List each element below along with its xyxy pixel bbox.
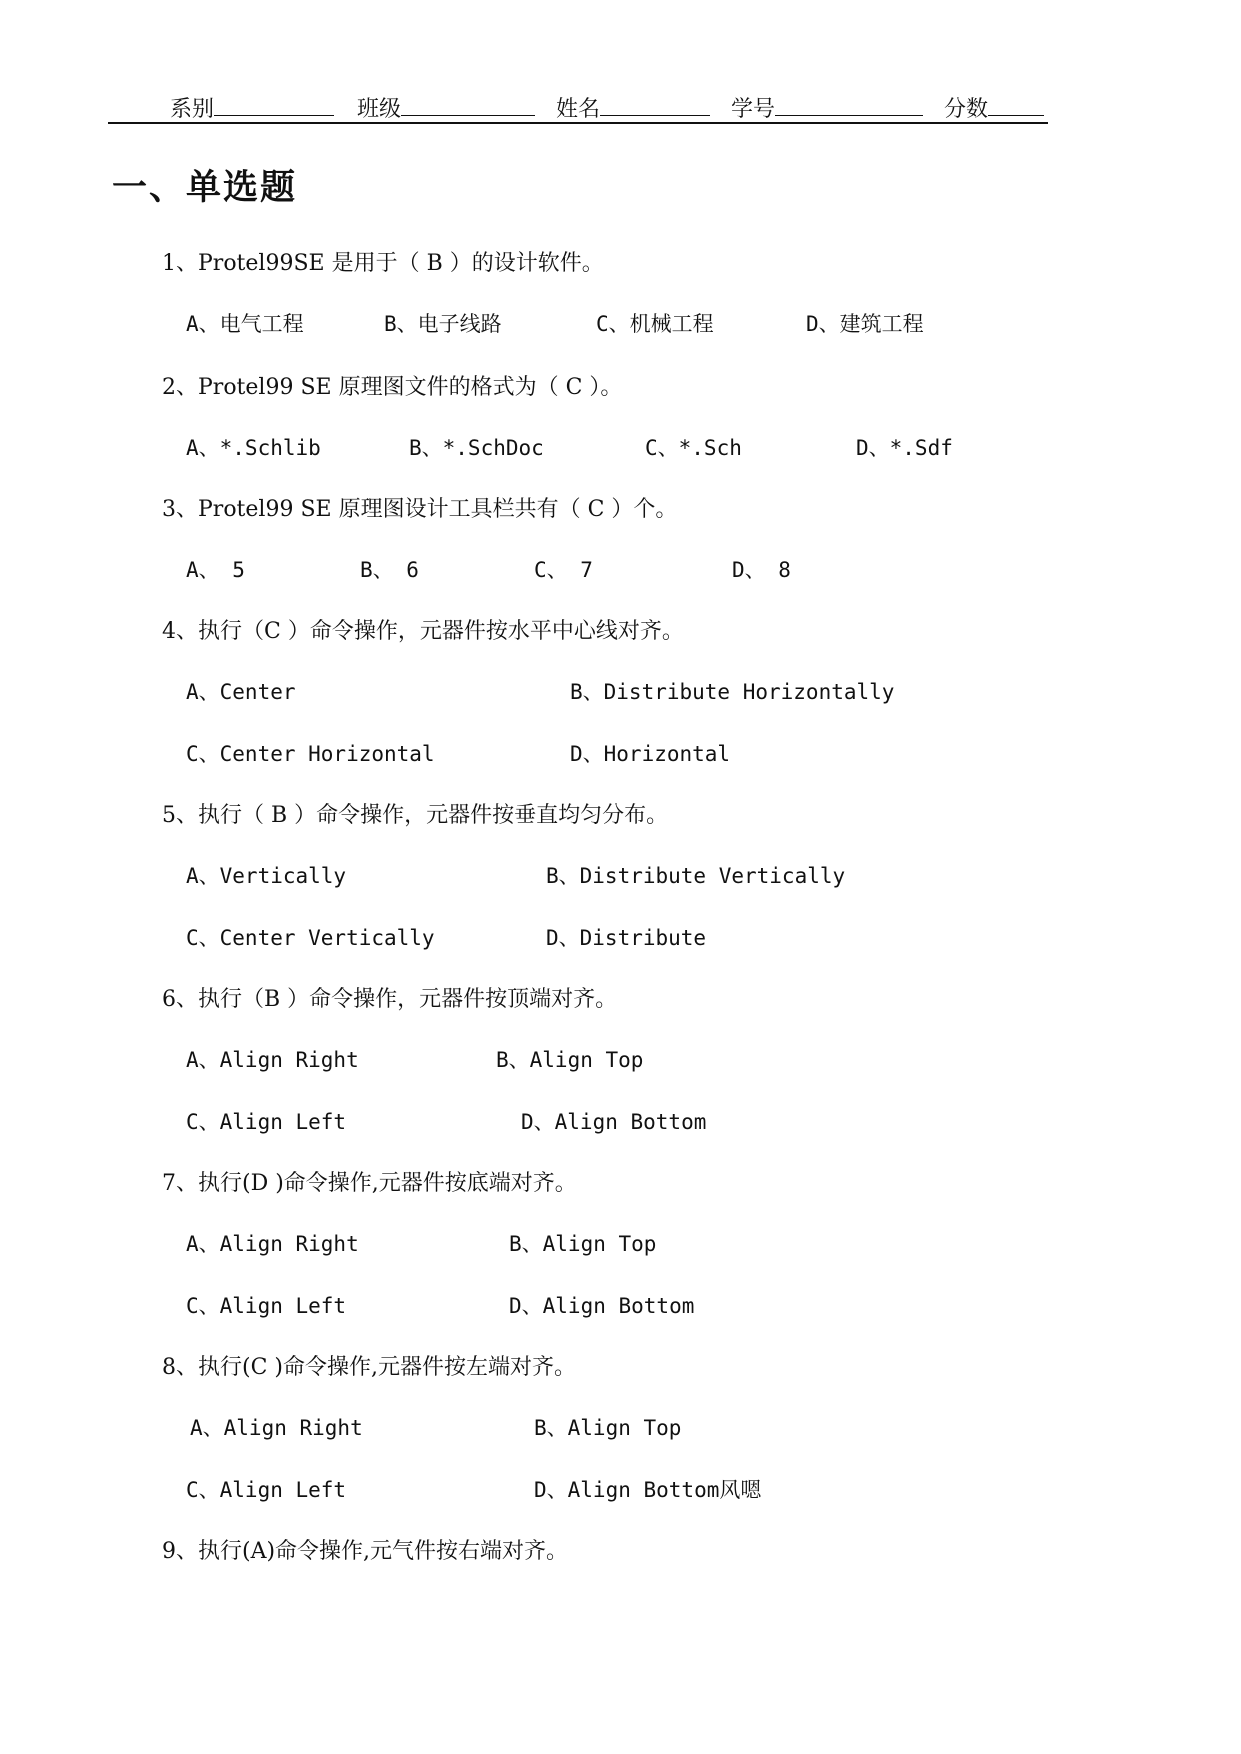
question-7: 7、执行(D )命令操作,元器件按底端对齐。 <box>162 1171 577 1196</box>
q8-option-d: D、Align Bottom风嗯 <box>534 1478 762 1502</box>
q5-option-d: D、Distribute <box>546 926 707 950</box>
name-label: 姓名 <box>556 97 601 122</box>
class-field <box>357 91 535 123</box>
q4-option-d: D、Horizontal <box>570 742 731 766</box>
q4-option-b: B、Distribute Horizontally <box>570 680 895 704</box>
q2-option-d: D、*.Sdf <box>856 436 953 460</box>
q4-option-a: A、Center <box>186 680 296 704</box>
q5-option-c: C、Center Vertically <box>186 926 435 950</box>
q1-option-b: B、电子线路 <box>384 312 502 336</box>
name-blank[interactable] <box>600 91 710 116</box>
q1-option-c: C、机械工程 <box>596 312 714 336</box>
name-field <box>556 91 710 123</box>
score-label: 分数 <box>944 97 989 122</box>
q3-option-c: C、 7 <box>534 558 593 582</box>
header-rule <box>108 122 1048 124</box>
q2-option-a: A、*.Schlib <box>186 436 321 460</box>
q1-option-a: A、电气工程 <box>186 312 304 336</box>
q5-option-b: B、Distribute Vertically <box>546 864 846 888</box>
q7-option-c: C、Align Left <box>186 1294 347 1318</box>
id-field <box>731 91 923 123</box>
id-blank[interactable] <box>775 91 923 116</box>
q8-option-a: A、Align Right <box>190 1416 363 1440</box>
section-title: 一、单选题 <box>112 167 298 208</box>
q2-option-c: C、*.Sch <box>645 436 742 460</box>
question-2: 2、Protel99 SE 原理图文件的格式为（ C ）。 <box>162 375 623 400</box>
dept-blank[interactable] <box>214 91 334 116</box>
q3-option-b: B、 6 <box>360 558 419 582</box>
q5-option-a: A、Vertically <box>186 864 347 888</box>
q7-option-d: D、Align Bottom <box>509 1294 695 1318</box>
q6-option-b: B、Align Top <box>496 1048 644 1072</box>
q2-option-b: B、*.SchDoc <box>409 436 544 460</box>
q3-option-a: A、 5 <box>186 558 245 582</box>
score-field <box>944 91 1044 123</box>
question-1: 1、Protel99SE 是用于（ B ）的设计软件。 <box>162 251 604 276</box>
q3-option-d: D、 8 <box>732 558 791 582</box>
question-8: 8、执行(C )命令操作,元器件按左端对齐。 <box>162 1355 576 1380</box>
question-6: 6、执行（B ）命令操作，元器件按顶端对齐。 <box>162 987 618 1012</box>
score-blank[interactable] <box>988 91 1044 116</box>
question-5: 5、执行（ B ）命令操作，元器件按垂直均匀分布。 <box>162 803 669 828</box>
class-blank[interactable] <box>401 91 535 116</box>
dept-label: 系别 <box>170 97 215 122</box>
question-9: 9、执行(A)命令操作,元气件按右端对齐。 <box>162 1539 569 1564</box>
q6-option-d: D、Align Bottom <box>521 1110 707 1134</box>
id-label: 学号 <box>731 97 776 122</box>
question-4: 4、执行（C ）命令操作，元器件按水平中心线对齐。 <box>162 619 684 644</box>
q7-option-b: B、Align Top <box>509 1232 657 1256</box>
q7-option-a: A、Align Right <box>186 1232 359 1256</box>
q8-option-c: C、Align Left <box>186 1478 347 1502</box>
q6-option-c: C、Align Left <box>186 1110 347 1134</box>
q6-option-a: A、Align Right <box>186 1048 359 1072</box>
q4-option-c: C、Center Horizontal <box>186 742 435 766</box>
class-label: 班级 <box>357 97 402 122</box>
q8-option-b: B、Align Top <box>534 1416 682 1440</box>
dept-field <box>170 91 334 123</box>
question-3: 3、Protel99 SE 原理图设计工具栏共有（ C ）个。 <box>162 497 678 522</box>
q1-option-d: D、建筑工程 <box>806 312 924 336</box>
